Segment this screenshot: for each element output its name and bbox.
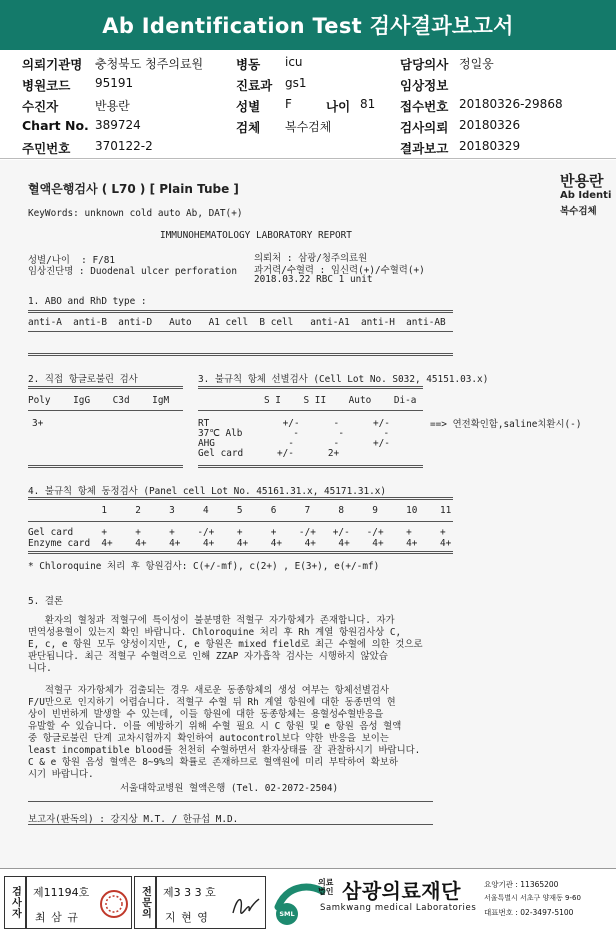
sec3-row-rt: RT +/- - +/- — [198, 418, 390, 429]
reporter-line: 보고자(판독의) : 강지상 M.T. / 한규섭 M.D. — [28, 814, 239, 825]
sec3-title: 3. 불규칙 항체 선별검사 (Cell Lot No. S032, 45151.03.x) — [198, 374, 489, 385]
dept-value: gs1 — [285, 76, 307, 90]
conclusion-line: 적혈구 자가항체가 검출되는 경우 새로운 동종항체의 생성 여부는 항체선별검사 — [28, 685, 389, 696]
sex-value: F — [285, 97, 292, 111]
diagnosis-line: 임상진단명 : Duodenal ulcer perforation — [28, 266, 237, 277]
registration-number: 요양기관 : 11365200 — [484, 880, 559, 889]
conclusion-line: 시기 바랍니다. — [28, 769, 94, 780]
lab-report-title: IMMUNOHEMATOLOGY LABORATORY REPORT — [160, 230, 352, 241]
ward-label: 병동 — [236, 57, 261, 72]
sex-label: 성별 — [236, 99, 261, 114]
conclusion-line: 면역성용혈이 있는지 확인 바랍니다. Chloroquine 처리 후 Rh 계열 항원검사상 C, — [28, 627, 402, 638]
sec1-title: 1. ABO and RhD type : — [28, 296, 147, 307]
sec2-columns: Poly IgG C3d IgM — [28, 395, 170, 406]
requester-line: 의뢰처 : 삼광/청주의료원 — [254, 253, 368, 264]
inspector-number: 제11194호 — [33, 886, 90, 899]
sec2-rule-bottom — [28, 465, 183, 468]
org-tag: 의료 법인 — [318, 878, 334, 896]
specialist-name: 지 현 영 — [165, 911, 209, 924]
sec5-title: 5. 결론 — [28, 596, 64, 607]
inspector-label-box — [4, 876, 26, 929]
sec2-rule-top — [28, 386, 183, 389]
transfusion-line: 2018.03.22 RBC 1 unit — [254, 274, 373, 285]
accession-label: 접수번호 — [400, 99, 449, 114]
org-name: 삼광의료재단 — [342, 879, 461, 903]
report-date-label: 결과보고 — [400, 141, 449, 156]
age-label: 나이 — [326, 99, 351, 114]
sec4-rule-bottom — [28, 551, 453, 554]
sec3-rule-mid — [198, 410, 423, 411]
chart-value: 389724 — [95, 118, 141, 132]
sec3-row-gel: Gel card +/- 2+ — [198, 448, 340, 459]
stamp-sub2: 복수검체 — [560, 206, 597, 217]
inspector-box — [26, 876, 132, 929]
sec3-row-ahg: AHG - - +/- — [198, 438, 390, 449]
specimen-value: 복수검체 — [285, 120, 332, 134]
request-label: 검사의뢰 — [400, 120, 449, 135]
sex-age-line: 성별/나이 : F/81 — [28, 255, 116, 266]
patient-stamp: 반용란 — [560, 172, 604, 190]
doctor-value: 정일웅 — [459, 57, 494, 71]
conclusion-line: F/U만으로 인지하기 어렵습니다. 적혈구 수혈 뒤 Rh 계열 항원에 대한 동종면역 현 — [28, 697, 396, 708]
specialist-number: 제3 3 3 호 — [163, 886, 216, 899]
sec4-note: * Chloroquine 처리 후 항원검사: C(+/-mf), c(2+) , E(3+), e(+/-mf) — [28, 561, 380, 572]
code-label: 병원코드 — [22, 78, 71, 93]
sec4-rule-top — [28, 497, 453, 500]
header-divider — [0, 158, 616, 159]
report-date-value: 20180329 — [459, 139, 521, 153]
conclusion-line: least incompatible blood를 천천히 수혈하면서 환자상태를 잘 관찰하시기 바랍니다. — [28, 745, 421, 756]
doctor-label: 담당의사 — [400, 57, 449, 72]
sec3-rule-top — [198, 386, 423, 389]
specialist-label: 전문의 — [139, 886, 151, 919]
hospital-label: 의뢰기관명 — [22, 57, 83, 72]
request-value: 20180326 — [459, 118, 521, 132]
sec4-gel-row: Gel card + + + -/+ + + -/+ +/- -/+ + + — [28, 527, 446, 538]
sec3-columns: S I S II Auto Di-a — [264, 395, 417, 406]
clinical-label: 임상정보 — [400, 78, 449, 93]
reporter-rule-top — [28, 801, 433, 802]
keywords: KeyWords: unknown cold auto Ab, DAT(+) — [28, 208, 243, 219]
org-address: 서울특별시 서초구 양재동 9-60 — [484, 894, 581, 902]
ward-value: icu — [285, 55, 303, 69]
sec4-columns: 1 2 3 4 5 6 7 8 9 10 11 — [28, 505, 452, 516]
conclusion-line: 니다. — [28, 663, 52, 674]
reporter-rule-bottom — [28, 824, 433, 825]
sec4-title: 4. 불규칙 항체 동정검사 (Panel cell Lot No. 45161.31.x, 45171.31.x) — [28, 486, 387, 497]
conclusion-line: 환자의 혈청과 적혈구에 특이성이 불분명한 적혈구 자가항체가 존재합니다. 자가 — [28, 615, 395, 626]
age-value: 81 — [360, 97, 376, 111]
report-title: Ab Identification Test 검사결과보고서 — [0, 0, 616, 50]
patient-value: 반용란 — [95, 99, 130, 113]
conclusion-line: 상이 빈번하게 발생할 수 있는데, 이들 항원에 대한 동종항체는 용혈성수혈반응을 — [28, 709, 384, 720]
sec3-rule-bottom — [198, 465, 423, 468]
sec1-rule-top — [28, 310, 453, 313]
id-label: 주민번호 — [22, 141, 71, 156]
patient-label: 수진자 — [22, 99, 59, 114]
sec4-rule-mid — [28, 521, 453, 522]
code-value: 95191 — [95, 76, 134, 90]
footer — [0, 868, 616, 937]
scanned-report — [0, 160, 616, 868]
history-line: 과거력/수혈력 : 임신력(+)/수혈력(+) — [254, 265, 425, 276]
org-english-name: Samkwang medical Laboratories — [320, 903, 477, 913]
report-heading: 혈액은행검사 ( L70 ) [ Plain Tube ] — [28, 182, 239, 196]
sec2-title: 2. 직접 항글로불린 검사 — [28, 374, 138, 385]
sec3-note: ==> 연전확인함,saline치환시(-) — [430, 419, 582, 430]
sec1-rule-bottom — [28, 353, 453, 356]
conclusion-line: C & e 항원 음성 혈액은 8~9%의 확률로 존재하므로 혈액원에 미리 부탁하여 확보하 — [28, 757, 398, 768]
dept-label: 진료과 — [236, 78, 273, 93]
accession-value: 20180326-29868 — [459, 97, 563, 111]
conclusion-line: 유발할 수 있습니다. 이를 예방하기 위해 수혈 필요 시 C 항원 및 e 항원 음성 혈액 — [28, 721, 402, 732]
conclusion-line: 중 항글로불린 단계 교차시험까지 확인하여 autocontrol보다 약한 반응을 보이는 — [28, 733, 389, 744]
inspector-label: 검사자 — [9, 886, 21, 919]
hospital-value: 충청북도 청주의료원 — [95, 57, 204, 71]
sec4-enzyme-row: Enzyme card 4+ 4+ 4+ 4+ 4+ 4+ 4+ 4+ 4+ 4+ 4+ — [28, 538, 452, 549]
conclusion-line: 판단됩니다. 최근 적혈구 수혈력으로 인해 ZZAP 자가흡착 검사는 시행하지 않았습 — [28, 651, 388, 662]
specialist-box — [156, 876, 266, 929]
signature-icon — [229, 891, 261, 919]
inspector-name: 최 삼 규 — [35, 911, 79, 924]
sec3-row-alb: 37℃ Alb - - - — [198, 428, 390, 439]
sec1-columns: anti-A anti-B anti-D Auto A1 cell B cell anti-A1 anti-H anti-AB — [28, 317, 446, 328]
stamp-sub1: Ab Identi — [560, 190, 612, 201]
sec2-rule-mid — [28, 410, 183, 411]
chart-label: Chart No. — [22, 118, 89, 133]
lab-name: 서울대학교병원 혈액은행 (Tel. 02-2072-2504) — [120, 783, 339, 794]
sec2-value: 3+ — [32, 418, 44, 429]
specimen-label: 검체 — [236, 120, 261, 135]
sec1-rule-mid — [28, 331, 453, 332]
conclusion-line: E, c, e 항원 모두 양성이지만, C, e 항원은 mixed field로 최근 수혈에 의한 것으로 — [28, 639, 423, 650]
id-value: 370122-2 — [95, 139, 153, 153]
specialist-label-box — [134, 876, 156, 929]
inspector-seal-icon — [99, 889, 129, 919]
logo-badge: SML — [276, 903, 298, 925]
org-phone: 대표번호 : 02-3497-5100 — [484, 908, 574, 917]
